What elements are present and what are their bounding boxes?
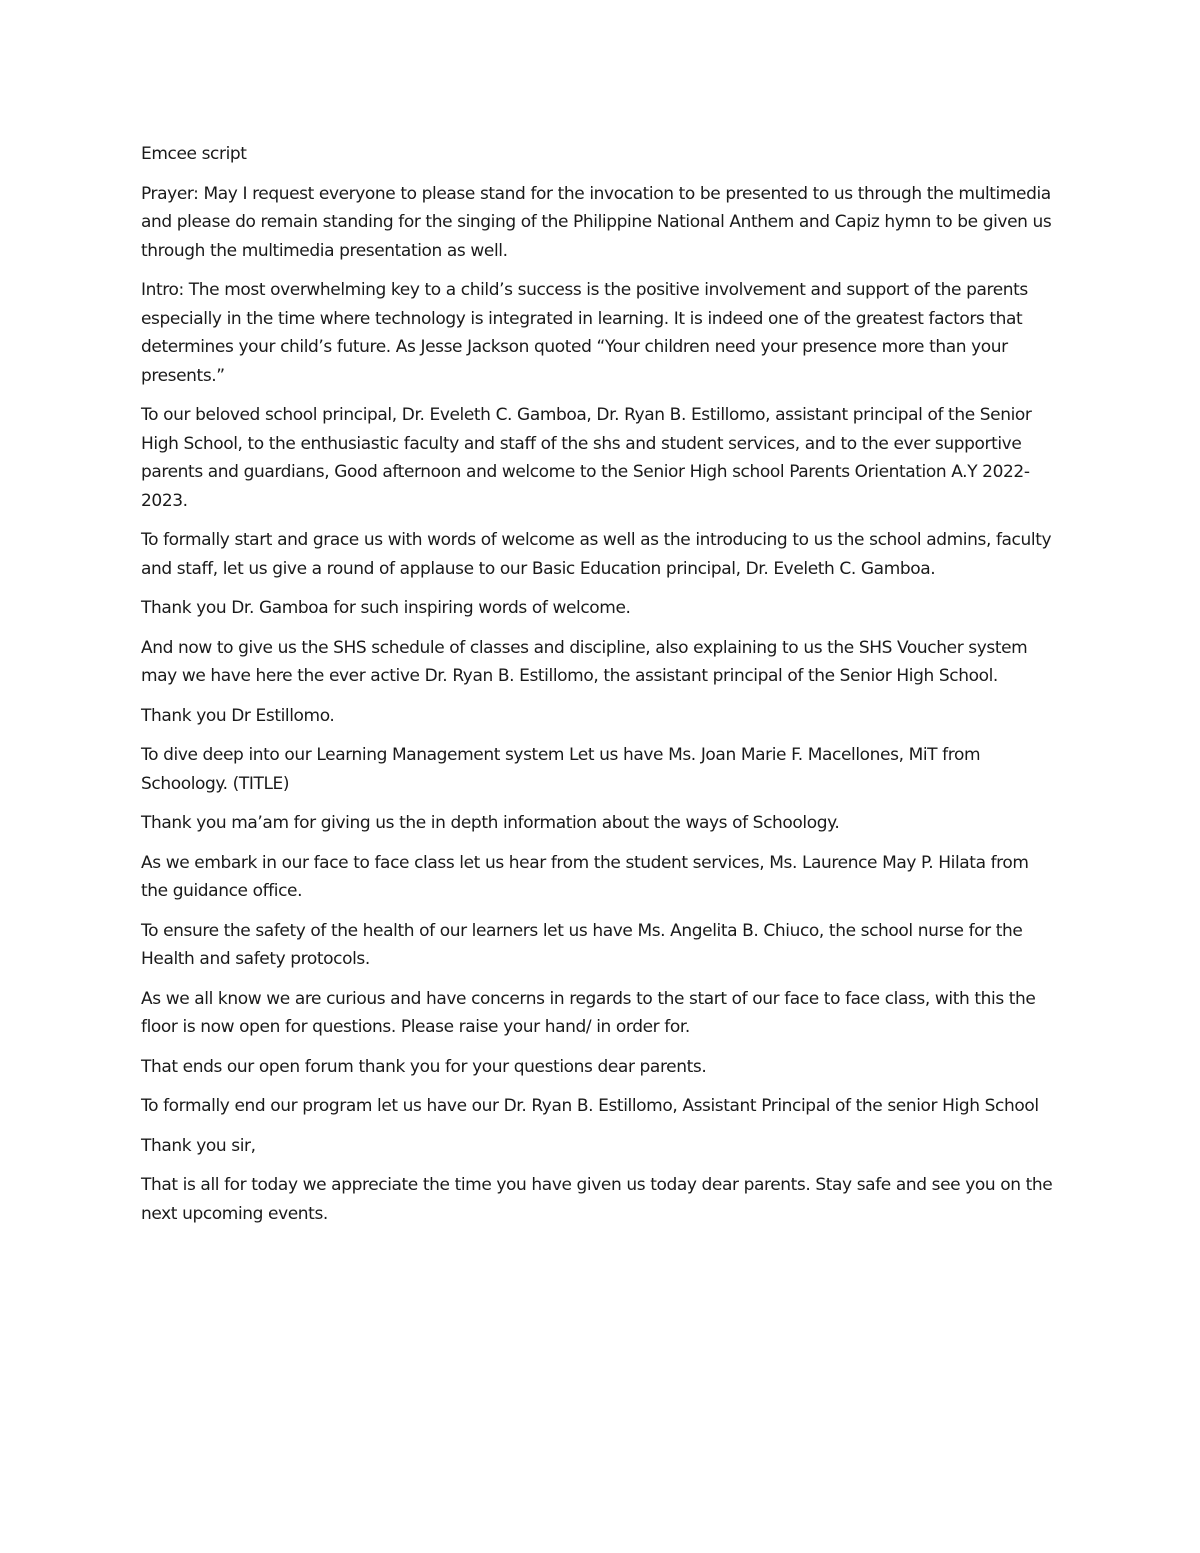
paragraph-farewell: That is all for today we appreciate the time you have given us today dear parents. Stay safe and see you on the next upcoming events. [141,1175,1053,1224]
paragraph-student-services: As we embark in our face to face class let us hear from the student services, Ms. Laurence May P. Hilata from the guidance office. [141,852,1029,901]
paragraph-greeting: To our beloved school principal, Dr. Eveleth C. Gamboa, Dr. Ryan B. Estillomo, assistant principal of the Senior High School, to the enthusiastic faculty and staff of the shs and student services, and to the ever supportive parents and guardians, Good afternoon and welcome to the Senior High school Parents Orientation A.Y 2022-2023. [141,405,1032,511]
paragraph-thanks-gamboa: Thank you Dr. Gamboa for such inspiring words of welcome. [141,598,631,618]
paragraph-health-safety: To ensure the safety of the health of our learners let us have Ms. Angelita B. Chiuco, the school nurse for the Health and safety protocols. [141,920,1023,969]
paragraph-thanks-schoology: Thank you ma’am for giving us the in depth information about the ways of Schoology. [141,813,840,833]
paragraph-thanks-estillomo: Thank you Dr Estillomo. [141,705,335,726]
paragraph-intro: Intro: The most overwhelming key to a child’s success is the positive involvement and support of the parents especially in the time where technology is integrated in learning. It is indeed one of the greatest factors that determines your child’s future. As Jesse Jackson quoted “Your children need your presence more than your presents.” [141,280,1028,386]
paragraph-thanks-sir: Thank you sir, [141,1135,256,1156]
paragraph-shs-schedule: And now to give us the SHS schedule of classes and discipline, also explaining to us the SHS Voucher system may we have here the ever active Dr. Ryan B. Estillomo, the assistant principal of the Senior High School. [141,637,1028,686]
paragraph-closing: To formally end our program let us have our Dr. Ryan B. Estillomo, Assistant Principal of the senior High School [141,1096,1039,1116]
paragraph-welcome-intro: To formally start and grace us with words of welcome as well as the introducing to us the school admins, faculty and staff, let us give a round of applause to our Basic Education principal, Dr. Eveleth C. Gamboa. [141,530,1052,579]
paragraph-forum-end: That ends our open forum thank you for your questions dear parents. [141,1056,707,1077]
paragraph-open-forum: As we all know we are curious and have concerns in regards to the start of our face to face class, with this the floor is now open for questions. Please raise your hand/ in order for. [141,988,1036,1037]
paragraph-lms: To dive deep into our Learning Management system Let us have Ms. Joan Marie F. Macellones, MiT from Schoology. (TITLE) [141,745,981,794]
paragraph-prayer: Prayer: May I request everyone to please stand for the invocation to be presented to us through the multimedia and please do remain standing for the singing of the Philippine National Anthem and Capiz hymn to be given us through the multimedia presentation as well. [141,183,1052,261]
document-body [141,140,1056,1239]
document-title: Emcee script [141,144,247,164]
